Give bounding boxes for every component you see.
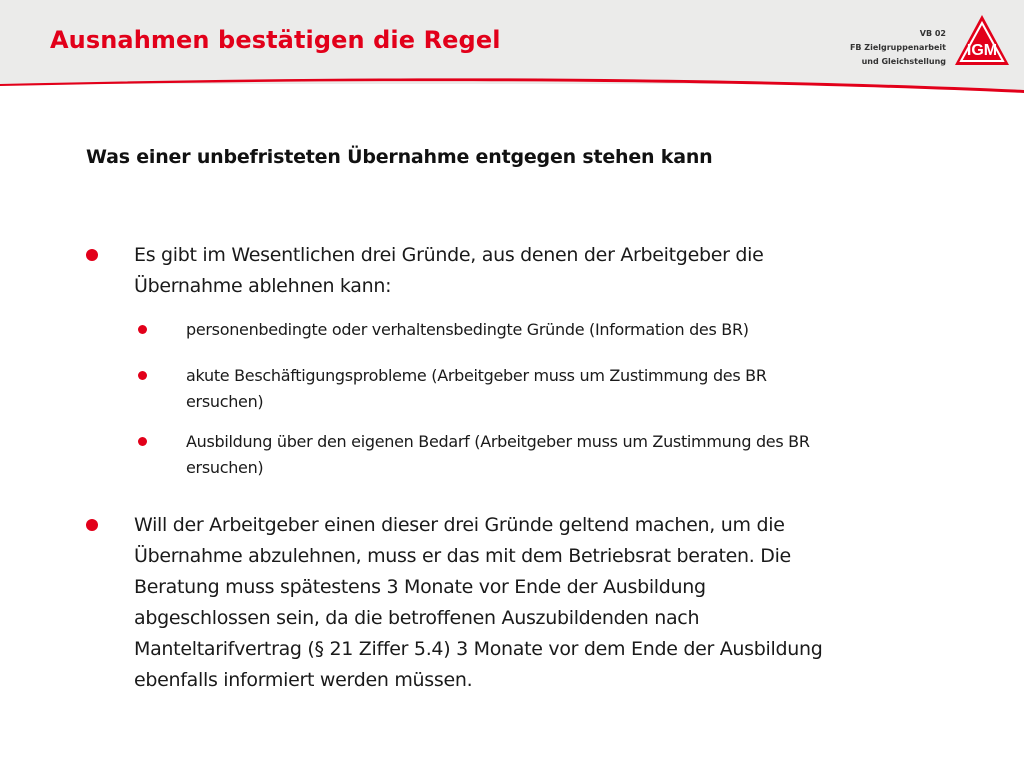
- sub-bullet-dot-icon: [138, 371, 147, 380]
- bullet-dot-icon: [86, 519, 98, 531]
- org-line-3: und Gleichstellung: [861, 57, 946, 66]
- igm-logo: [954, 14, 1010, 66]
- bullet-2-line-3: Beratung muss spätestens 3 Monate vor Ende der Ausbildung: [134, 576, 706, 598]
- bullet-2-line-1: Will der Arbeitgeber einen dieser drei Gründe geltend machen, um die: [134, 514, 785, 536]
- sub-bullet-dot-icon: [138, 437, 147, 446]
- sub-2-line-2: ersuchen): [186, 392, 264, 411]
- bullet-1-line-2: Übernahme ablehnen kann:: [134, 275, 392, 297]
- bullet-2-line-5: Manteltarifvertrag (§ 21 Ziffer 5.4) 3 Monate vor dem Ende der Ausbildung: [134, 638, 823, 660]
- logo-text: IGM: [966, 42, 998, 59]
- sub-bullet-dot-icon: [138, 325, 147, 334]
- org-unit: [850, 27, 946, 69]
- bullet-1-line-1: Es gibt im Wesentlichen drei Gründe, aus denen der Arbeitgeber die: [134, 244, 764, 266]
- sub-1-line-1: personenbedingte oder verhaltensbedingte Gründe (Information des BR): [186, 320, 749, 339]
- subheading: Was einer unbefristeten Übernahme entgegen stehen kann: [86, 146, 713, 168]
- header-swoosh: [0, 70, 1024, 130]
- sub-2-line-1: akute Beschäftigungsprobleme (Arbeitgeber muss um Zustimmung des BR: [186, 366, 767, 385]
- sub-3-line-1: Ausbildung über den eigenen Bedarf (Arbeitgeber muss um Zustimmung des BR: [186, 432, 810, 451]
- sub-3-line-2: ersuchen): [186, 458, 264, 477]
- org-line-2: FB Zielgruppenarbeit: [849, 43, 946, 52]
- bullet-2-line-6: ebenfalls informiert werden müssen.: [134, 669, 473, 691]
- bullet-2-line-2: Übernahme abzulehnen, muss er das mit dem Betriebsrat beraten. Die: [134, 545, 791, 567]
- bullet-dot-icon: [86, 249, 98, 261]
- bullet-2-line-4: abgeschlossen sein, da die betroffenen Auszubildenden nach: [134, 607, 700, 629]
- org-line-1: VB 02: [919, 29, 946, 38]
- slide-title: Ausnahmen bestätigen die Regel: [50, 26, 501, 54]
